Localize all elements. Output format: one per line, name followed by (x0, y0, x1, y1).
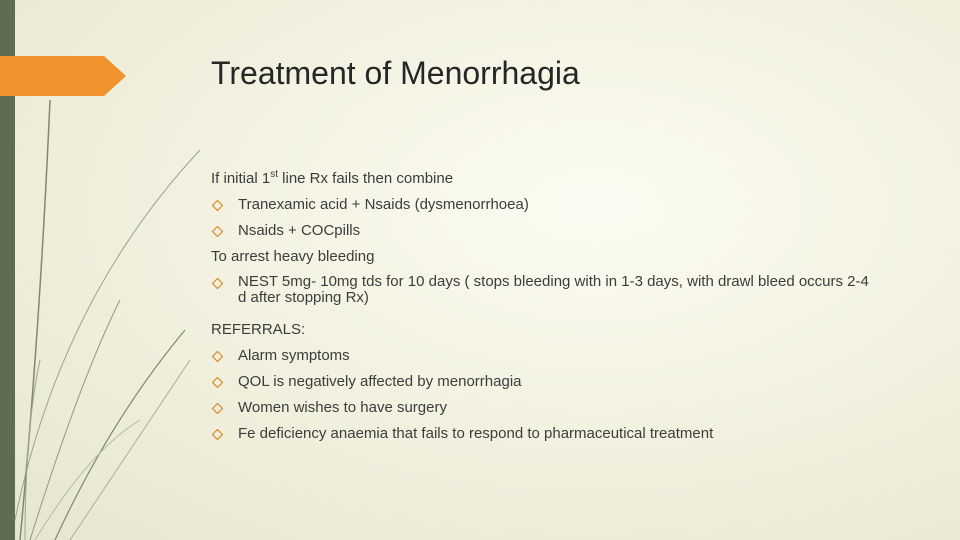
orange-arrow-marker (0, 56, 126, 96)
list-item-label: Tranexamic acid + Nsaids (dysmenorrhoea) (238, 196, 529, 213)
line-initial-rx (211, 170, 891, 188)
list-item-label: Alarm symptoms (238, 347, 350, 364)
diamond-bullet-icon (212, 429, 223, 440)
arrow-shape (0, 56, 126, 96)
slide-content (211, 170, 891, 443)
diamond-bullet-icon (212, 351, 223, 362)
line-initial-superscript: st (270, 169, 278, 180)
list-item (211, 399, 891, 417)
list-item (211, 373, 891, 391)
list-item (211, 347, 891, 365)
list-item (211, 274, 891, 306)
diamond-bullet-icon (212, 377, 223, 388)
list-item-label: Fe deficiency anaemia that fails to respond to pharmaceutical treatment (238, 425, 714, 442)
list-item-label: QOL is negatively affected by menorrhagia (238, 373, 522, 390)
diamond-bullet-icon (212, 278, 223, 289)
list-item (211, 425, 891, 443)
diamond-bullet-icon (212, 200, 223, 211)
referrals-heading: REFERRALS: (211, 321, 306, 338)
line-arrest-bleeding: To arrest heavy bleeding (211, 248, 375, 265)
list-item-label: NEST 5mg- 10mg tds for 10 days ( stops bleeding with in 1-3 days, with drawl bleed occurs 2-4 d after stopping Rx) (238, 273, 869, 306)
slide-title: Treatment of Menorrhagia (211, 55, 580, 91)
diamond-bullet-icon (212, 403, 223, 414)
line-initial-prefix: If initial 1 (211, 170, 271, 187)
list-item (211, 196, 891, 214)
list-item-label: Nsaids + COCpills (238, 222, 361, 239)
line-initial-suffix: line Rx fails then combine (277, 170, 454, 187)
diamond-bullet-icon (212, 226, 223, 237)
list-item-label: Women wishes to have surgery (238, 399, 447, 416)
list-item (211, 222, 891, 240)
